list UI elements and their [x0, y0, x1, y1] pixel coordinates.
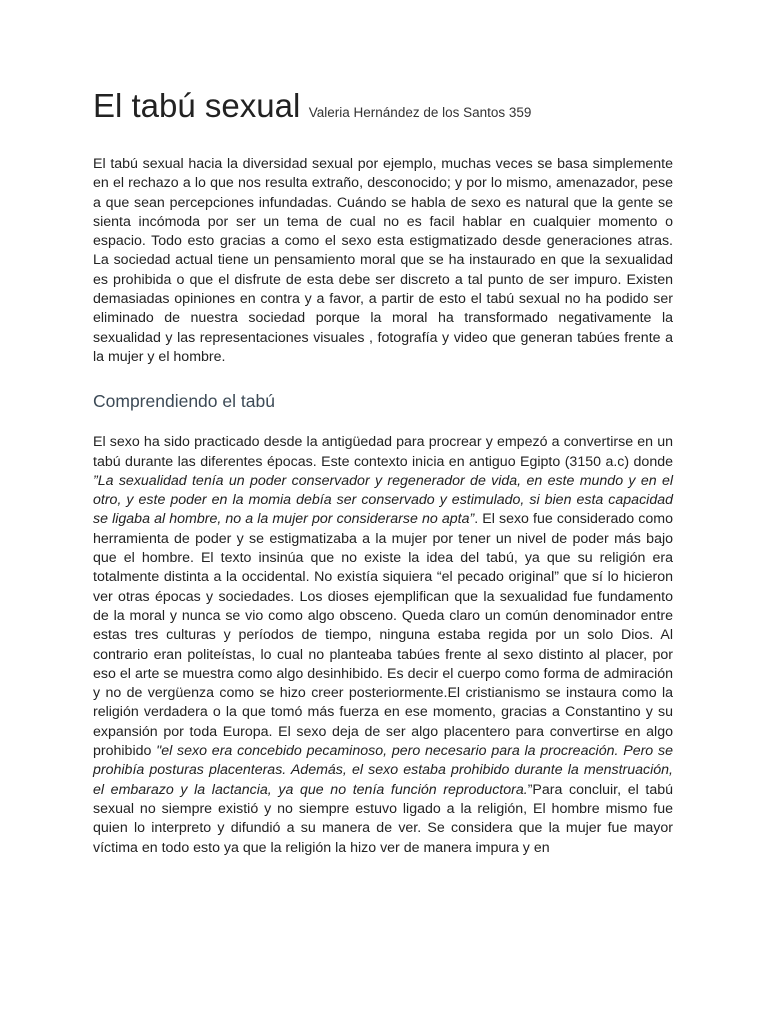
section-paragraph: [93, 433, 673, 858]
section-heading: Comprendiendo el tabú: [93, 391, 275, 412]
document-page: [93, 86, 673, 858]
section-text-part3: ”Para concluir, el tabú sexual no siempre existió y no siempre estuvo ligado a la religión, El hombre mismo fue quien lo interpreto y difundió a su manera de ver. Se considera que la mujer fue mayor víctima en todo esto ya que la religión la hizo ver de manera impura y en: [93, 781, 673, 856]
section-text-part2: . El sexo fue considerado como herramienta de poder y se estigmatizaba a la mujer por tener un nivel de poder más bajo que el hombre. El texto insinúa que no existe la idea del tabú, ya que su religión era totalmente distinta a la occidental. No existía siquiera “el pecado original” que sí lo hicieron ver otras épocas y sociedades. Los dioses ejemplifican que la sexualidad fue fundamento de la moral y nunca se vio como algo obsceno. Queda claro un común denominador entre estas tres culturas y períodos de tiempo, ninguna estaba regida por un solo Dios. Al contrario eran politeístas, lo cual no planteaba tabúes frente al sexo distinto al placer, por eso el arte se muestra como algo desinhibido. Es decir el cuerpo como forma de admiración y no de vergüenza como se hizo creer posteriormente.El cristianismo se instaura como la religión verdadera o la que tomó más fuerza en ese momento, gracias a Constantino y su expansión por toda Europa. El sexo deja de ser algo placentero para convertirse en algo prohibido: [93, 511, 673, 760]
section-quote-egypt: ”La sexualidad tenía un poder conservador y regenerador de vida, en este mundo y en el otro, y este poder en la momia debía ser conservado y estimulado, si bien esta capacidad se ligaba al hombre, no a la mujer por considerarse no apta”: [93, 472, 673, 528]
section-text-part1: El sexo ha sido practicado desde la antigüedad para procrear y empezó a convertirse en un tabú durante las diferentes épocas. Este contexto inicia en antiguo Egipto (3150 a.c) donde: [93, 434, 673, 470]
section-quote-christianity: "el sexo era concebido pecaminoso, pero necesario para la procreación. Pero se prohibía posturas placenteras. Además, el sexo estaba prohibido durante la menstruación, el embarazo y la lactancia, ya que no tenía función reproductora.: [93, 743, 673, 798]
intro-paragraph: El tabú sexual hacia la diversidad sexual por ejemplo, muchas veces se basa simplemente en el rechazo a lo que nos resulta extraño, desconocido; y por lo mismo, amenazador, pese a que sean percepciones infundadas. Cuándo se habla de sexo es natural que la gente se sienta incómoda por ser un tema de cual no es facil hablar en cualquier momento o espacio. Todo esto gracias a como el sexo esta estigmatizado desde generaciones atras. La sociedad actual tiene un pensamiento moral que se ha instaurado en que la sexualidad es prohibida o que el disfrute de esta debe ser discreto a tal punto de ser impuro. Existen demasiadas opiniones en contra y a favor, a partir de esto el tabú sexual no ha podido ser eliminado de nuestra sociedad porque la moral ha transformado negativamente la sexualidad y las representaciones visuales , fotografía y video que generan tabúes frente a la mujer y el hombre.: [93, 156, 673, 365]
author-name: Valeria Hernández de los Santos 359: [308, 105, 532, 120]
document-title: El tabú sexual: [93, 87, 301, 124]
title-line: [93, 86, 673, 133]
